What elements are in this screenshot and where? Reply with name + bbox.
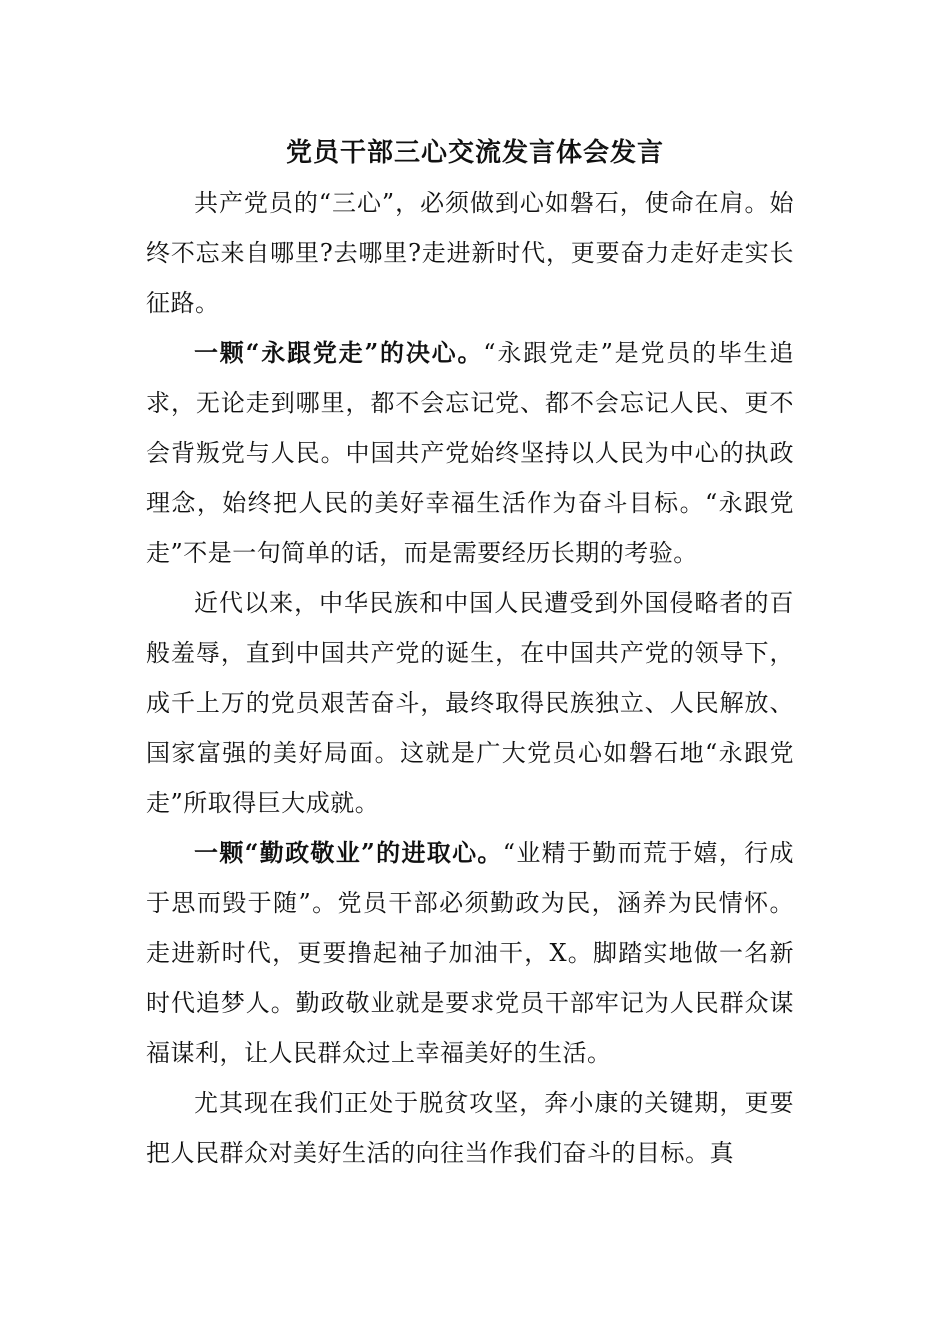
paragraph-2-heading: 一颗“永跟党走”的决心。 — [194, 338, 484, 367]
paragraph-1 — [146, 178, 794, 328]
paragraph-4-text: “业精于勤而荒于嬉，行成于思而毁于随”。党员干部必须勤政为民，涵养为民情怀。走进新时代，更要撸起袖子加油干，X。脚踏实地做一名新时代追梦人。勤政敬业就是要求党员干部牢记为人民群众谋福谋利，让人民群众过上幸福美好的生活。 — [146, 839, 794, 1067]
document-title: 党员干部三心交流发言体会发言 — [285, 138, 664, 168]
document-body — [146, 178, 794, 1178]
paragraph-2 — [146, 328, 794, 578]
paragraph-4 — [146, 828, 794, 1078]
paragraph-2-text: “永跟党走”是党员的毕生追求，无论走到哪里，都不会忘记党、都不会忘记人民、更不会背叛党与人民。中国共产党始终坚持以人民为中心的执政理念，始终把人民的美好幸福生活作为奋斗目标。“永跟党走”不是一句简单的话，而是需要经历长期的考验。 — [146, 339, 794, 567]
paragraph-3-text: 近代以来，中华民族和中国人民遭受到外国侵略者的百般羞辱，直到中国共产党的诞生，在中国共产党的领导下，成千上万的党员艰苦奋斗，最终取得民族独立、人民解放、国家富强的美好局面。这就是广大党员心如磐石地“永跟党走”所取得巨大成就。 — [146, 589, 794, 817]
paragraph-5 — [146, 1078, 794, 1178]
paragraph-4-heading: 一颗“勤政敬业”的进取心。 — [194, 838, 503, 867]
paragraph-5-text: 尤其现在我们正处于脱贫攻坚，奔小康的关键期，更要把人民群众对美好生活的向往当作我们奋斗的目标。真 — [146, 1089, 794, 1167]
paragraph-3 — [146, 578, 794, 828]
paragraph-1-text: 共产党员的“三心”，必须做到心如磐石，使命在肩。始终不忘来自哪里?去哪里?走进新时代，更要奋力走好走实长征路。 — [146, 189, 794, 317]
